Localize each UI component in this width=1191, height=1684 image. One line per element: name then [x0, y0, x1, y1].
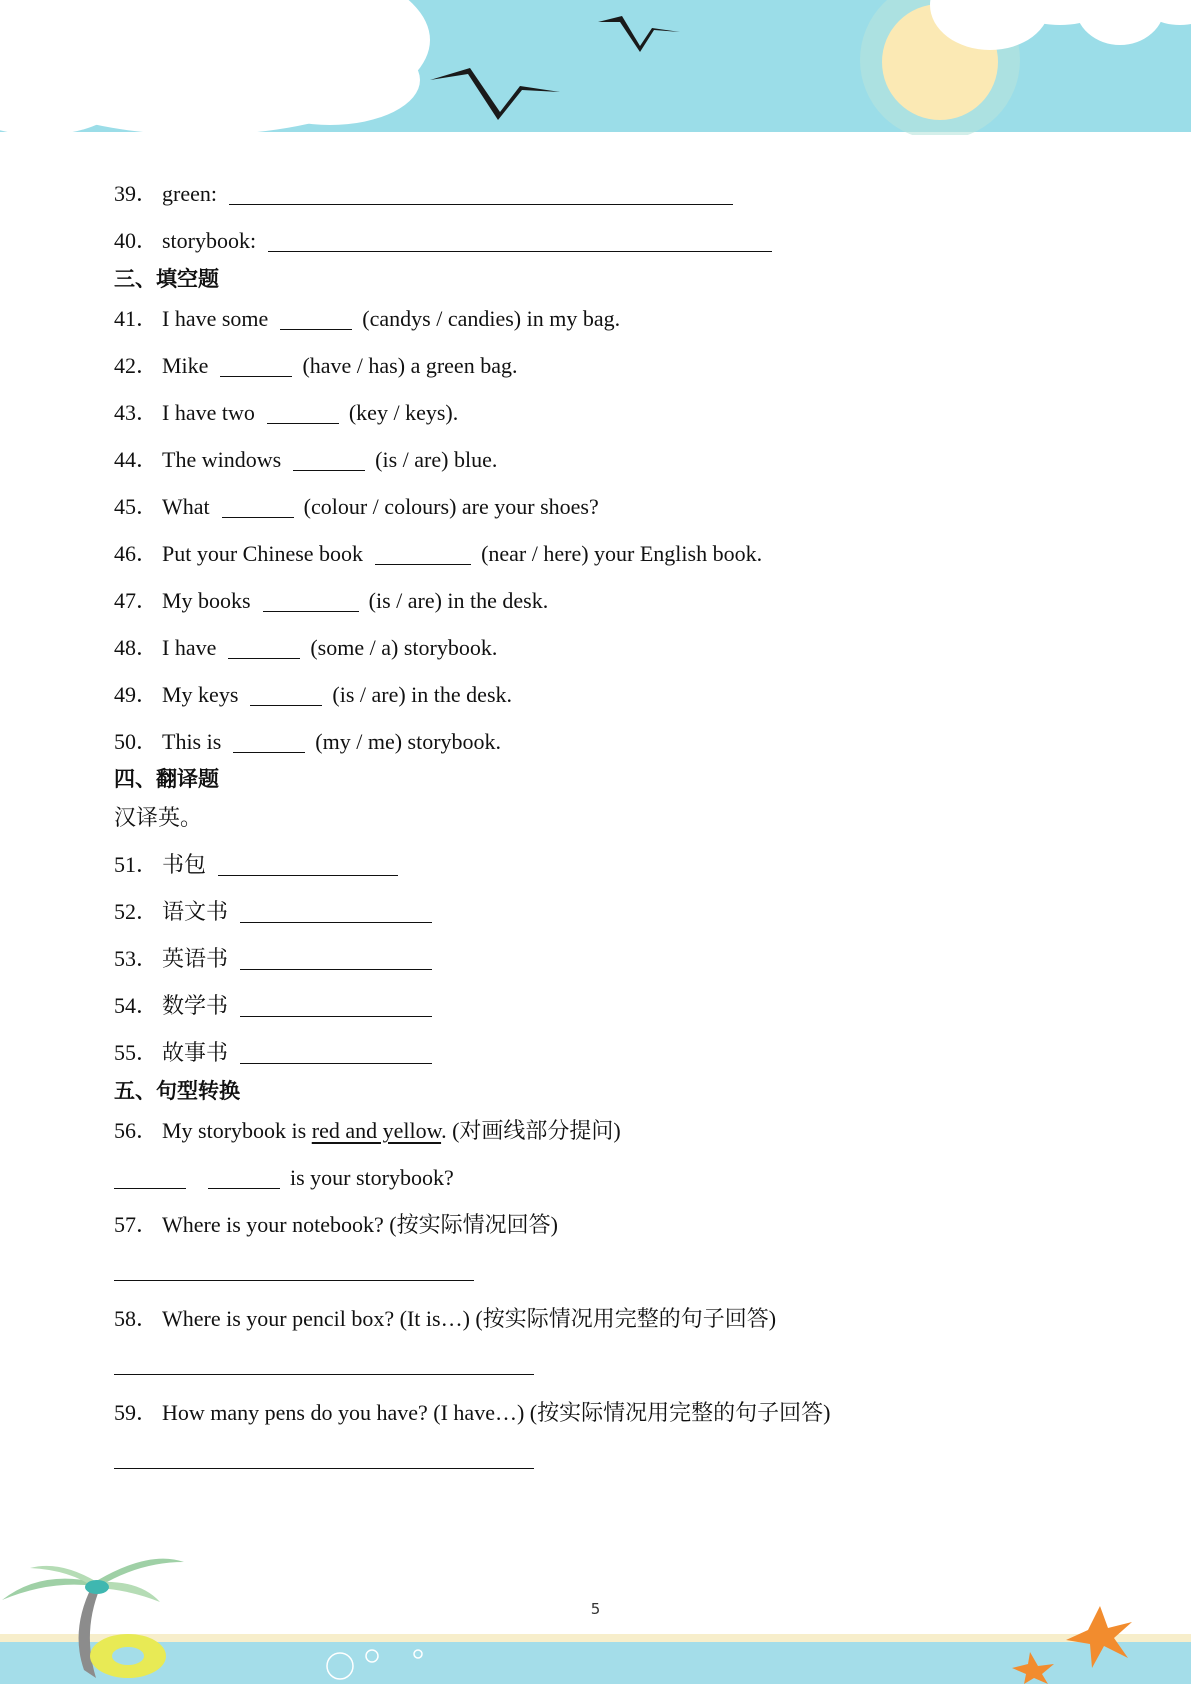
question-44: 44． The windows (is / are) blue. [114, 447, 498, 472]
answer-blank[interactable] [375, 542, 471, 565]
question-56-answer: is your storybook? [114, 1164, 454, 1192]
answer-blank[interactable] [263, 589, 359, 612]
answer-blank[interactable] [240, 994, 432, 1017]
question-55: 55． 故事书 [114, 1039, 442, 1067]
answer-blank[interactable] [250, 683, 322, 706]
question-40: 40． storybook: [114, 227, 782, 255]
question-52: 52． 语文书 [114, 898, 442, 926]
question-56: 56． My storybook is red and yellow. (对画线部分提问) [114, 1118, 621, 1143]
question-58: 58． Where is your pencil box? (It is…) (按实际情况用完整的句子回答) [114, 1306, 777, 1331]
question-53: 53． 英语书 [114, 945, 442, 973]
answer-blank[interactable] [280, 307, 352, 330]
answer-blank[interactable] [222, 495, 294, 518]
page-number: 5 [590, 1600, 601, 1618]
question-45: 45． What (colour / colours) are your shoes? [114, 494, 599, 519]
question-49: 49． My keys (is / are) in the desk. [114, 682, 512, 707]
question-42: 42． Mike (have / has) a green bag. [114, 353, 518, 378]
question-43: 43． I have two (key / keys). [114, 400, 459, 425]
answer-line[interactable] [114, 1280, 474, 1281]
answer-blank[interactable] [114, 1166, 186, 1189]
answer-line[interactable] [114, 1468, 534, 1469]
answer-blank[interactable] [240, 900, 432, 923]
answer-blank[interactable] [208, 1166, 280, 1189]
question-51: 51． 书包 [114, 851, 408, 879]
translation-instruction: 汉译英。 [114, 805, 203, 830]
sky-banner [0, 0, 1191, 135]
question-50: 50． This is (my / me) storybook. [114, 729, 502, 754]
answer-blank[interactable] [218, 853, 398, 876]
underlined-phrase: red and yellow [311, 1118, 442, 1143]
question-46: 46． Put your Chinese book (near / here) your English book. [114, 541, 763, 566]
question-39: 39． green: [114, 180, 743, 208]
answer-blank[interactable] [268, 229, 772, 252]
sea-strip [0, 1642, 1191, 1684]
beach-footer [0, 1540, 1191, 1684]
answer-blank[interactable] [240, 1041, 432, 1064]
answer-blank[interactable] [293, 448, 365, 471]
question-47: 47． My books (is / are) in the desk. [114, 588, 549, 613]
answer-blank[interactable] [233, 730, 305, 753]
section-heading-fill-in: 三、填空题 [114, 267, 219, 291]
answer-blank[interactable] [228, 636, 300, 659]
question-57: 57． Where is your notebook? (按实际情况回答) [114, 1212, 558, 1237]
question-59: 59． How many pens do you have? (I have…) (按实际情况用完整的句子回答) [114, 1400, 831, 1425]
swim-ring-icon [90, 1634, 166, 1678]
answer-blank[interactable] [240, 947, 432, 970]
section-heading-sentence-transformation: 五、句型转换 [114, 1079, 240, 1103]
answer-blank[interactable] [220, 354, 292, 377]
sand-strip [0, 1634, 1191, 1642]
question-54: 54． 数学书 [114, 992, 442, 1020]
question-41: 41． I have some (candys / candies) in my bag. [114, 306, 621, 331]
left-cloud [0, 0, 430, 135]
answer-blank[interactable] [267, 401, 339, 424]
section-heading-translation: 四、翻译题 [114, 767, 219, 791]
answer-line[interactable] [114, 1374, 534, 1375]
question-48: 48． I have (some / a) storybook. [114, 635, 498, 660]
answer-blank[interactable] [229, 182, 733, 205]
